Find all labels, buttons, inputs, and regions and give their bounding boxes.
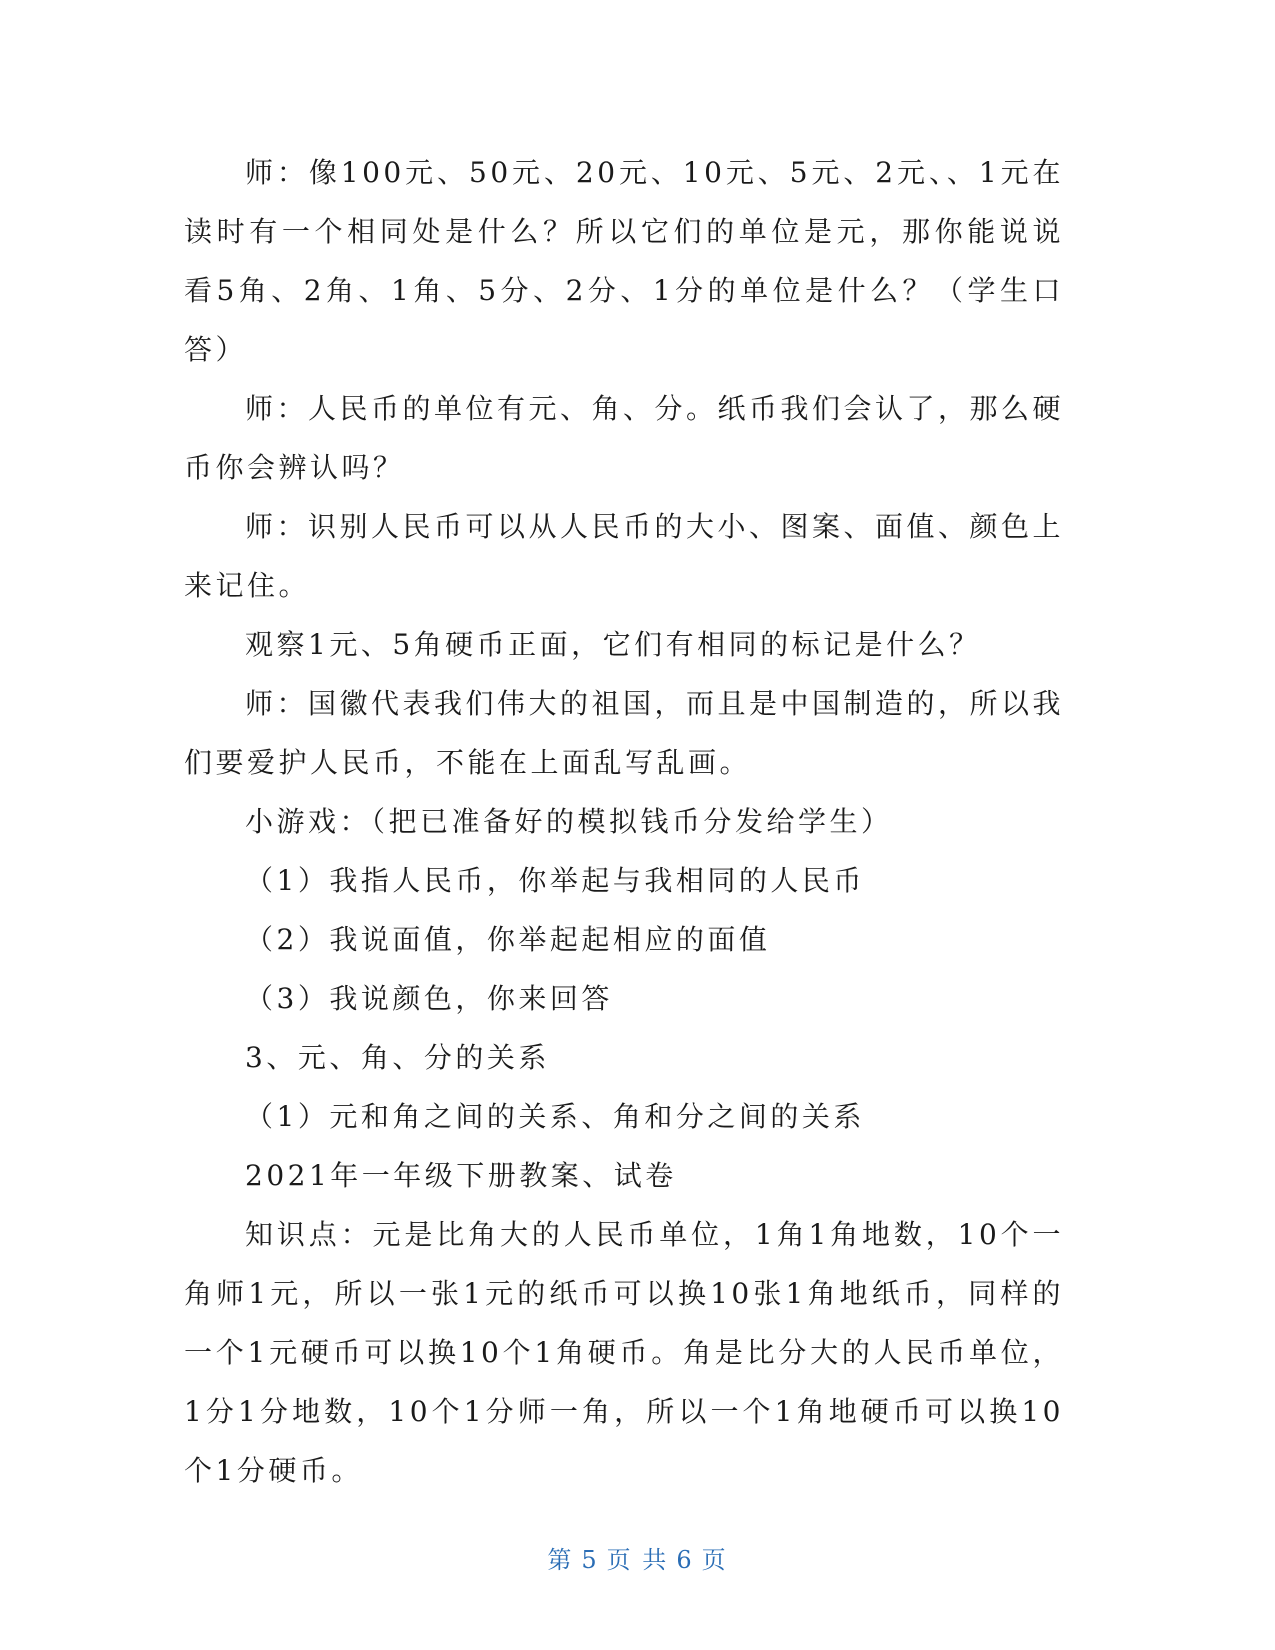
- footer-total-pages: 6: [676, 1546, 694, 1574]
- paragraph-game-step-3: （3）我说颜色，你来回答: [245, 982, 613, 1015]
- paragraph-teacher-identify-money: 师：识别人民币可以从人民币的大小、图案、面值、颜色上来记住。: [184, 510, 1065, 602]
- footer-prefix: 第: [547, 1546, 574, 1574]
- paragraph-relation-subheading: （1）元和角之间的关系、角和分之间的关系: [245, 1100, 865, 1133]
- paragraph-observe-coins: 观察1元、5角硬币正面，它们有相同的标记是什么？: [245, 628, 981, 661]
- paragraph-teacher-units-question: 师：像100元、50元、20元、10元、5元、2元、、1元在读时有一个相同处是什么？所以它们的单位是元，那你能说说看5角、2角、1角、5分、2分、1分的单位是什么？（学生口答）: [184, 156, 1064, 366]
- footer-suffix: 页: [701, 1546, 728, 1574]
- page-footer: [0, 1540, 1275, 1575]
- paragraph-game-step-2: （2）我说面值，你举起起相应的面值: [245, 923, 771, 956]
- paragraph-doc-title-line: 2021年一年级下册教案、试卷: [245, 1159, 677, 1192]
- paragraph-teacher-national-emblem: 师：国徽代表我们伟大的祖国，而且是中国制造的，所以我们要爱护人民币，不能在上面乱写乱画。: [184, 687, 1065, 779]
- footer-current-page: 5: [581, 1546, 599, 1574]
- paragraph-section-3-heading: 3、元、角、分的关系: [245, 1041, 550, 1074]
- paragraph-teacher-coin-recognition: 师：人民币的单位有元、角、分。纸币我们会认了，那么硬币你会辨认吗？: [184, 392, 1065, 484]
- document-body: [184, 143, 1064, 1500]
- paragraph-mini-game: 小游戏：（把已准备好的模拟钱币分发给学生）: [245, 805, 893, 838]
- footer-middle: 页 共: [606, 1546, 669, 1574]
- paragraph-game-step-1: （1）我指人民币，你举起与我相同的人民币: [245, 864, 865, 897]
- paragraph-knowledge-point: 知识点：元是比角大的人民币单位，1角1角地数，10个一角师1元，所以一张1元的纸币可以换10张1角地纸币，同样的一个1元硬币可以换10个1角硬币。角是比分大的人民币单位，1分1分地数，10个1分师一角，所以一个1角地硬币可以换10个1分硬币。: [184, 1218, 1064, 1487]
